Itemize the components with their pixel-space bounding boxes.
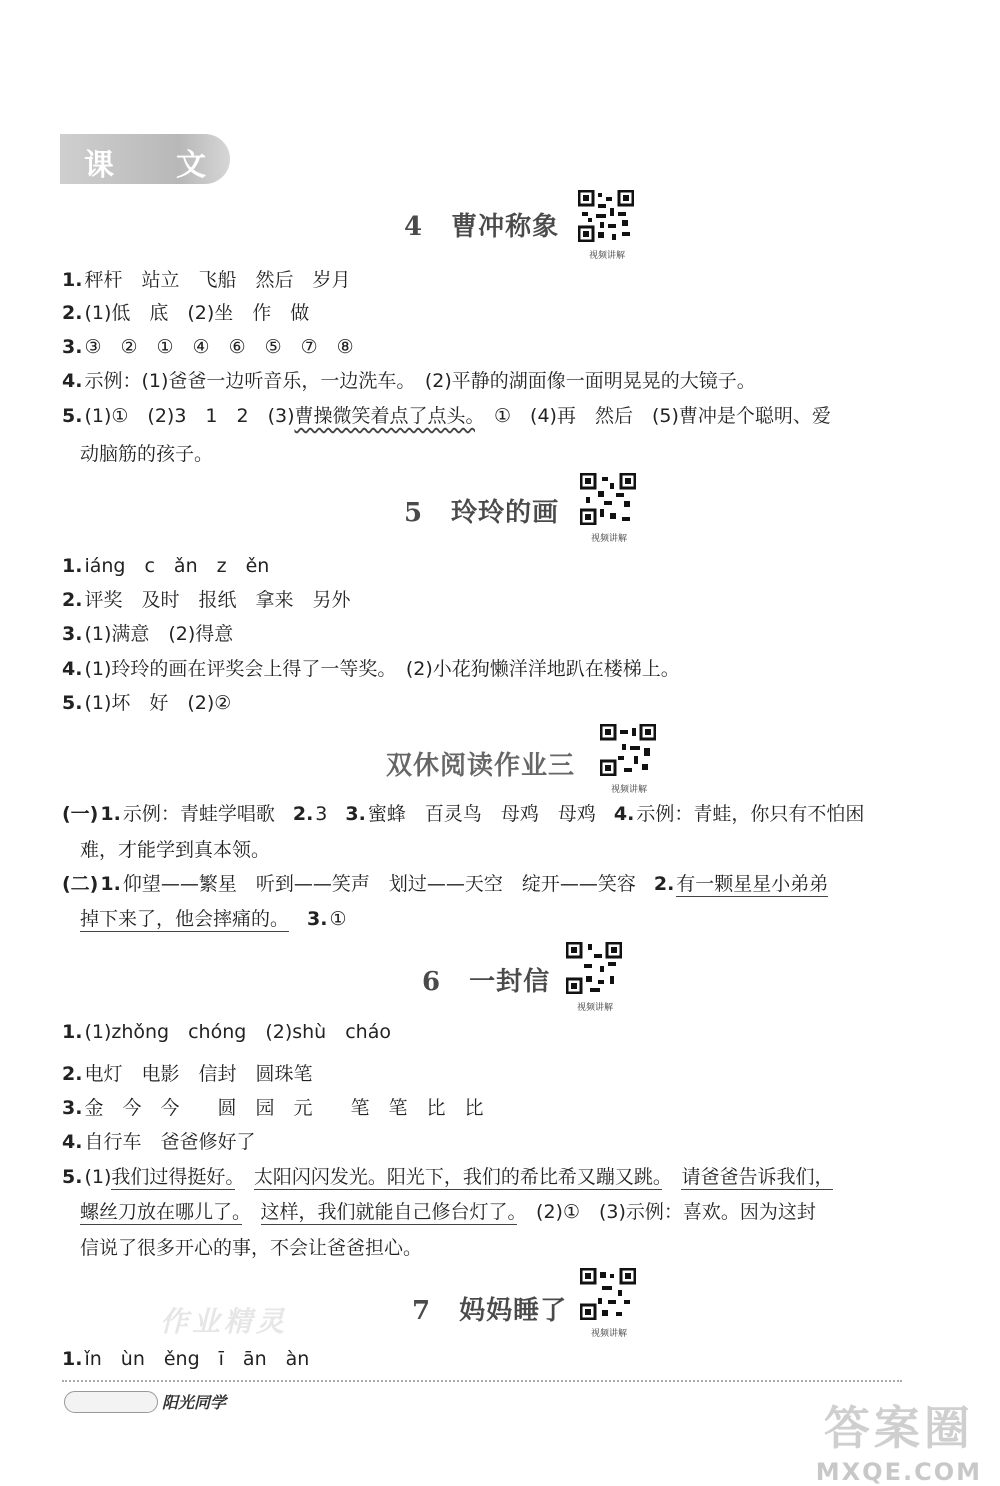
l4-answer-5: 5. (1)① (2)3 1 2 (3)曹操微笑着点了点头。 ① (4)再 然后 (5)曹冲是个聪明、爱 [62, 405, 831, 427]
weekend-title: 双休阅读作业三 [386, 751, 576, 781]
l4-answer-5-cont: 动脑筋的孩子。 [80, 443, 214, 465]
page-number-badge [64, 1391, 158, 1413]
weekend-part-1: (一) 1. 示例：青蛙学唱歌 2. 3 3. 蜜蜂 百灵鸟 母鸡 母鸡 4. 示例：青蛙，你只有不怕困 [62, 803, 865, 825]
qr-caption: 视频讲解 [610, 785, 647, 795]
lesson-5-title [404, 492, 559, 529]
lesson-number: 7 [412, 1296, 432, 1326]
underlined-sentence: 有一颗星星小弟弟 [676, 873, 829, 895]
site-watermark [816, 1392, 982, 1486]
underlined-sentence: 螺丝刀放在哪儿了。 [80, 1201, 242, 1223]
l5-answer-2: 2. 评奖 及时 报纸 拿来 另外 [62, 589, 351, 611]
lesson-number: 4 [404, 212, 424, 242]
qr-code-icon[interactable] [580, 473, 636, 525]
qr-code-icon[interactable] [578, 190, 634, 242]
l4-answer-1: 1. 秤杆 站立 飞船 然后 岁月 [62, 269, 351, 291]
watermark-big: 答案圈 [823, 1401, 974, 1455]
weekend-part-1-cont: 难，才能学到真本领。 [80, 839, 271, 861]
l4-answer-2: 2. (1)低 底 (2)坐 作 做 [62, 302, 310, 324]
stamp-watermark: 作业精灵 [160, 1305, 289, 1338]
underlined-sentence: 我们过得挺好。 [111, 1166, 235, 1188]
underlined-sentence: 太阳闪闪发光。阳光下，我们的希比希又蹦又跳。 [253, 1166, 663, 1188]
l5-answer-4: 4. (1)玲玲的画在评奖会上得了一等奖。 (2)小花狗懒洋洋地趴在楼梯上。 [62, 658, 680, 680]
footer-divider [62, 1380, 902, 1382]
l4-answer-3: 3. ③ ② ① ④ ⑥ ⑤ ⑦ ⑧ [62, 336, 354, 358]
l6-answer-2: 2. 电灯 电影 信封 圆珠笔 [62, 1063, 313, 1085]
qr-caption: 视频讲解 [590, 1329, 627, 1339]
underlined-sentence: 请爸爸告诉我们， [681, 1166, 834, 1188]
qr-code-icon[interactable] [566, 942, 622, 994]
banner-char-2: 文 [176, 148, 206, 183]
lesson-number: 6 [422, 967, 442, 997]
qr-caption: 视频讲解 [588, 251, 625, 261]
lesson-title-text: 玲玲的画 [451, 498, 560, 528]
l4-answer-4: 4. 示例：(1)爸爸一边听音乐，一边洗车。 (2)平静的湖面像一面明晃晃的大镜子。 [62, 370, 756, 392]
l7-answer-1: 1. ǐn ùn ěng ī ān àn [62, 1348, 310, 1370]
l5-answer-5: 5. (1)坏 好 (2)② [62, 692, 232, 714]
lesson-title-text: 妈妈睡了 [459, 1296, 568, 1326]
publisher-logo: 阳光同学 [162, 1393, 227, 1412]
qr-caption: 视频讲解 [590, 534, 627, 544]
l5-answer-3: 3. (1)满意 (2)得意 [62, 623, 234, 645]
l6-answer-5-cont2: 信说了很多开心的事，不会让爸爸担心。 [80, 1237, 423, 1259]
weekend-part-2-cont: 掉下来了，他会摔痛的。 3. ① [80, 908, 347, 930]
watermark-small: MXQE.COM [815, 1458, 982, 1486]
lesson-6-title [422, 961, 550, 998]
l6-answer-1: 1. (1)zhǒng chóng (2)shù cháo [62, 1021, 391, 1043]
weekend-part-2: (二) 1. 仰望——繁星 听到——笑声 划过——天空 绽开——笑容 2. 有一颗星星小弟弟 [62, 873, 829, 895]
lesson-title-text: 曹冲称象 [451, 212, 560, 242]
l6-answer-5: 5. (1)我们过得挺好。 太阳闪闪发光。阳光下，我们的希比希又蹦又跳。 请爸爸告诉我们， [62, 1166, 834, 1188]
l6-answer-3: 3. 金 今 今 圆 园 元 笔 笔 比 比 [62, 1097, 484, 1119]
wavy-underlined-sentence: 曹操微笑着点了点头。 [294, 405, 476, 427]
lesson-number: 5 [404, 498, 424, 528]
lesson-7-title [412, 1290, 567, 1327]
banner-char-1: 课 [84, 148, 114, 183]
qr-code-icon[interactable] [580, 1268, 636, 1320]
l6-answer-5-cont: 螺丝刀放在哪儿了。 这样，我们就能自己修台灯了。 (2)① (3)示例：喜欢。因为这封 [80, 1201, 816, 1223]
lesson-title-text: 一封信 [469, 967, 551, 997]
l6-answer-4: 4. 自行车 爸爸修好了 [62, 1131, 256, 1153]
underlined-sentence: 掉下来了，他会摔痛的。 [80, 908, 290, 930]
l5-answer-1: 1. iáng c ǎn z ěn [62, 555, 270, 577]
section-banner [60, 134, 230, 184]
underlined-sentence: 这样，我们就能自己修台灯了。 [260, 1201, 518, 1223]
qr-caption: 视频讲解 [576, 1003, 613, 1013]
qr-code-icon[interactable] [600, 724, 656, 776]
lesson-4-title [404, 206, 559, 243]
